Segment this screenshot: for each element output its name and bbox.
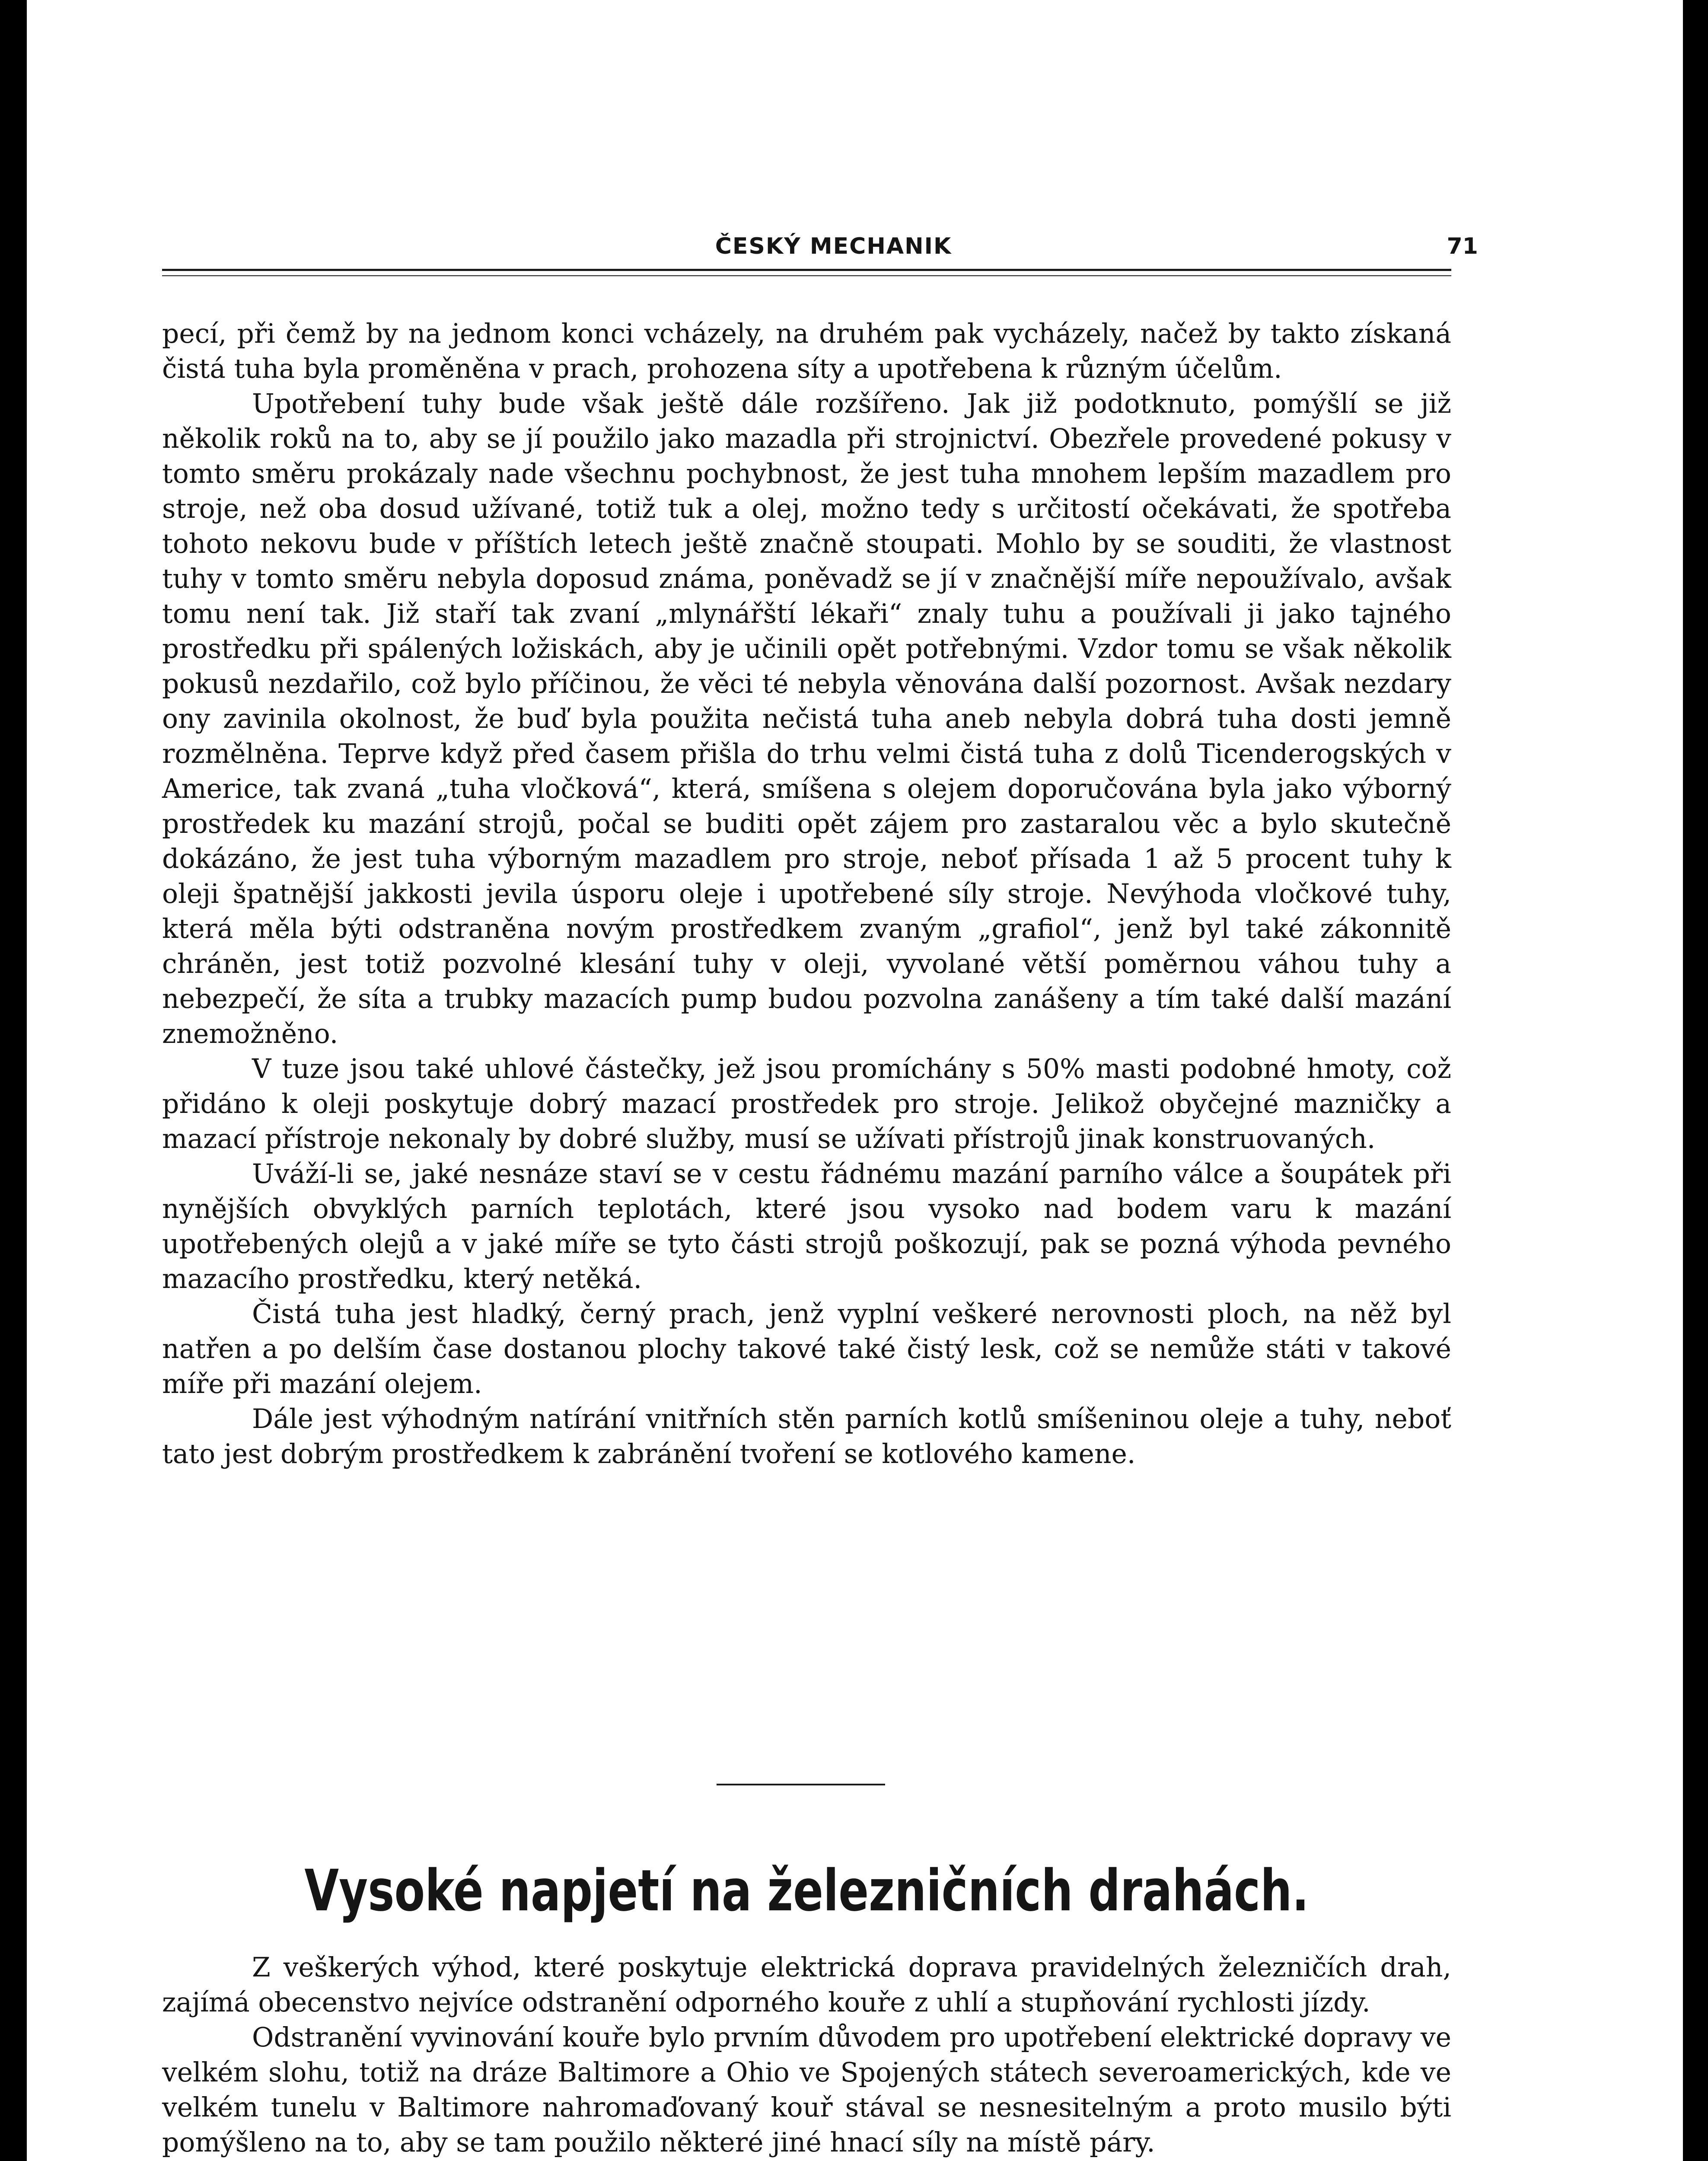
paragraph: Dále jest výhodným natírání vnitřních stěn parních kotlů smíšeninou oleje a tuhy, neboť tato jest dobrým prostředkem k zabránění tvoření se kotlového kamene.: [162, 1403, 1451, 1469]
paragraph: Čistá tuha jest hladký, černý prach, jenž vyplní veškeré nerovnosti ploch, na něž byl natřen a po delším čase dostanou plochy takové také čistý lesk, což se nemůže státi v takové míře při mazání olejem.: [162, 1298, 1451, 1399]
header-rule: [162, 269, 1451, 271]
page-number: 71: [1447, 233, 1478, 259]
paragraph: Uváží-li se, jaké nesnáze staví se v cestu řádnému mazání parního válce a šoupátek při nynějších obvyklých parních teplotách, které jsou vysoko nad bodem varu k mazání upotřebených olejů a v jaké míře se tyto části strojů poškozují, pak se pozná výhoda pevného mazacího prostředku, který netěká.: [162, 1158, 1451, 1294]
paragraph: pecí, při čemž by na jednom konci vcházely, na druhém pak vycházely, načež by takto získaná čistá tuha byla proměněna v prach, prohozena síty a upotřebena k různým účelům.: [162, 318, 1451, 384]
header-rule-thin: [162, 275, 1451, 276]
paragraph: Z veškerých výhod, které poskytuje elektrická doprava pravidelných železničích drah, zajímá obecenstvo nejvíce odstranění odporného kouře z uhlí a stupňování rychlosti jízdy.: [162, 1952, 1451, 2018]
running-title: ČESKÝ MECHANIK: [715, 233, 952, 259]
paragraph: V tuze jsou také uhlové částečky, jež jsou promíchány s 50% masti podobné hmoty, což přidáno k oleji poskytuje dobrý mazací prostředek pro stroje. Jelikož obyčejné mazničky a mazací přístroje nekonaly by dobré služby, musí se užívati přístrojů jinak konstruovaných.: [162, 1053, 1451, 1154]
page-header: [189, 226, 1478, 265]
article-body: [162, 1950, 1451, 2160]
paragraph: Odstranění vyvinování kouře bylo prvním důvodem pro upotřebení elektrické dopravy ve velkém slohu, totiž na dráze Baltimore a Ohio ve Spojených státech severoamerických, kde ve velkém tunelu v Baltimore nahromaďovaný kouř stával se nesnesitelným a proto musilo býti pomýšleno na to, aby se tam použilo některé jiné hnací síly na místě páry.: [162, 2022, 1451, 2158]
paragraph: Upotřebení tuhy bude však ještě dále rozšířeno. Jak již podotknuto, pomýšlí se již několik roků na to, aby se jí použilo jako mazadla při strojnictví. Obezřele provedené pokusy v tomto směru prokázaly nade všechnu pochybnost, že jest tuha mnohem lepším mazadlem pro stroje, než oba dosud užívané, totiž tuk a olej, možno tedy s určitostí očekávati, že spotřeba tohoto nekovu bude v příštích letech ještě značně stoupati. Mohlo by se souditi, že vlastnost tuhy v tomto směru nebyla doposud známa, poněvadž se jí v značnější míře nepoužívalo, avšak tomu není tak. Již staří tak zvaní „mlynářští lékaři“ znaly tuhu a používali ji jako tajného prostředku při spálených ložiskách, aby je učinili opět potřebnými. Vzdor tomu se však několik pokusů nezdařilo, což bylo příčinou, že věci té nebyla věnována další pozornost. Avšak nezdary ony zavinila okolnost, že buď byla použita nečistá tuha aneb nebyla dobrá tuha dosti jemně rozmělněna. Teprve když před časem přišla do trhu velmi čistá tuha z dolů Ticenderogských v Americe, tak zvaná „tuha vločková“, která, smíšena s olejem doporučována byla jako výborný prostředek ku mazání strojů, počal se buditi opět zájem pro zastaralou věc a bylo skutečně dokázáno, že jest tuha výborným mazadlem pro stroje, neboť přísada 1 až 5 procent tuhy k oleji špatnější jakkosti jevila úsporu oleje i upotřebené síly stroje. Nevýhoda vločkové tuhy, která měla býti odstraněna novým prostředkem zvaným „grafiol“, jenž byl také zákonnitě chráněn, jest totiž pozvolné klesání tuhy v oleji, vyvolané větší poměrnou váhou tuhy a nebezpečí, že síta a trubky mazacích pump budou pozvolna zanášeny a tím také další mazání znemožněno.: [162, 388, 1451, 1049]
article-title: Vysoké napjetí na železničních drahách.: [304, 1858, 1309, 1924]
article-continuation: [162, 316, 1451, 1472]
section-divider: [717, 1784, 885, 1785]
